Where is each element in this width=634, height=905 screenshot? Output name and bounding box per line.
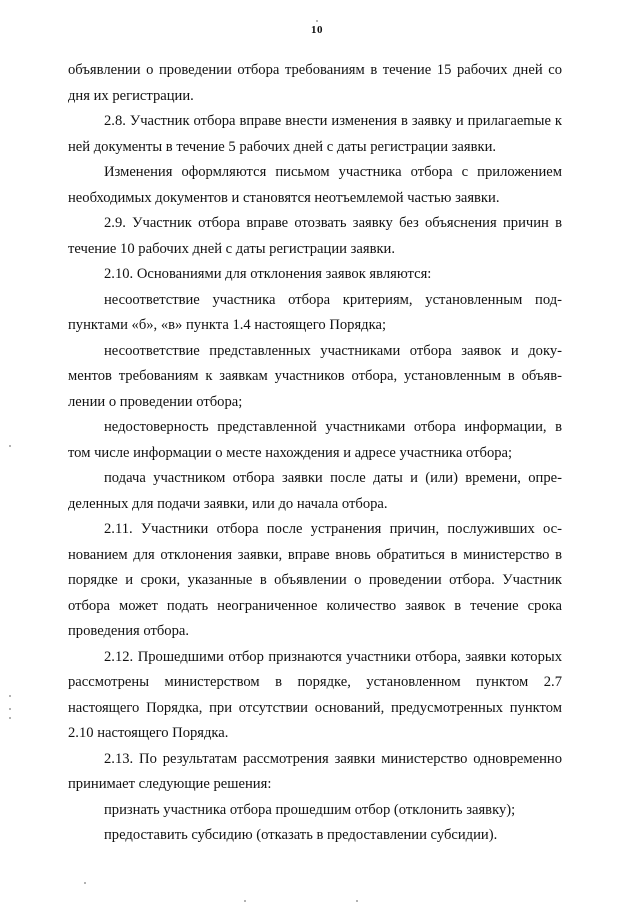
paragraph-2-9: 2.9. Участник отбора вправе отозвать заявку без объяснения причин в течение 10 рабочих дней с даты регистрации заявки.	[68, 215, 562, 257]
paragraph-2-11: 2.11. Участники отбора после устранения причин, послуживших основанием для отклонения заявки, вправе вновь обратиться в министерство в порядке и сроки, указанные в объявлении о проведении отбора. Участник отбора может подать неограниченное количество заявок в течение срока проведения отбора.	[68, 521, 562, 639]
paragraph-2-13-decision-1: признать участника отбора прошедшим отбор (отклонить заявку);	[104, 801, 516, 818]
scan-speck	[356, 900, 358, 902]
scan-speck	[84, 882, 86, 884]
paragraph-2-10: 2.10. Основаниями для отклонения заявок являются:	[104, 266, 432, 282]
paragraph-2-10-item-4: подача участником отбора заявки после даты и (или) времени, определенных для подачи заявки, или до начала отбора.	[68, 470, 562, 512]
scan-speck	[9, 708, 11, 710]
scan-speck	[244, 900, 246, 902]
paragraph-2-8: 2.8. Участник отбора вправе внести изменения в заявку и прилагаеmые к ней документы в течение 5 рабочих дней с даты регистрации заявки.	[68, 113, 562, 155]
scan-speck	[9, 445, 11, 447]
document-body	[68, 58, 562, 849]
paragraph-2-12: 2.12. Прошедшими отбор признаются участники отбора, заявки которых рассмотрены министерством в порядке, установленном пунктом 2.7 настоящего Порядка, при отсутствии оснований, предусмотренных пунктом 2.10 настоящего Порядка.	[68, 648, 562, 741]
paragraph-2-10-item-2: несоответствие представленных участниками отбора заявок и документов требованиям к заявкам участников отбора, установленным в объявлении о проведении отбора;	[68, 342, 562, 410]
paragraph-2-13: 2.13. По результатам рассмотрения заявки министерство одновременно принимает следующие решения:	[68, 750, 562, 792]
paragraph-2-10-item-3: недостоверность представленной участниками отбора информации, в том числе информации о месте нахождения и адресе участника отбора;	[68, 419, 562, 461]
paragraph-2-10-item-1: несоответствие участника отбора критериям, установленным подпунктами «б», «в» пункта 1.4 настоящего Порядка;	[68, 291, 562, 333]
page-number: 10	[311, 24, 323, 36]
paragraph-continuation: объявлении о проведении отбора требованиям в течение 15 рабочих дней со дня их регистрации.	[68, 62, 562, 104]
scan-speck	[9, 717, 11, 719]
paragraph-2-8-changes: Изменения оформляются письмом участника отбора с приложением необходимых документов и становятся неотъемлемой частью заявки.	[68, 164, 562, 206]
paragraph-2-13-decision-2: предоставить субсидию (отказать в предоставлении субсидии).	[104, 827, 498, 843]
scan-speck	[316, 20, 318, 22]
scan-speck	[9, 695, 11, 697]
